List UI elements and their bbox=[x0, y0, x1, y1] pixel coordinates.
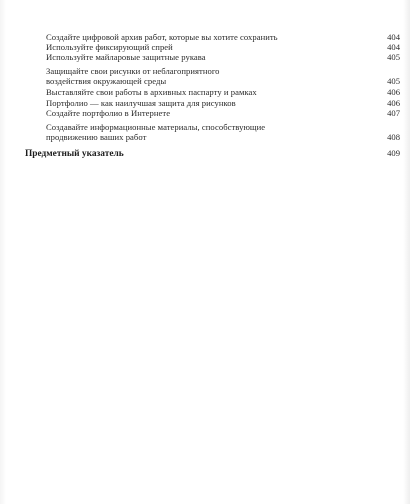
toc-entry-protect-drawings-line2: воздействия окружающей среды bbox=[46, 76, 167, 86]
toc-entry-archival-mats: Выставляйте свои работы в архивных паспарту и рамках bbox=[46, 87, 257, 97]
toc-entry-digital-archive: Создайте цифровой архив работ, которые вы хотите сохранить bbox=[46, 32, 278, 42]
toc-entry-promo-materials-line2: продвижению ваших работ bbox=[46, 132, 147, 142]
toc-page-number: 406 bbox=[387, 98, 400, 108]
toc-entry-mylar-sleeves: Используйте майларовые защитные рукава bbox=[46, 52, 206, 62]
toc-page-number: 407 bbox=[387, 108, 400, 118]
toc-page-number: 409 bbox=[387, 148, 400, 158]
toc-page-number: 404 bbox=[387, 42, 400, 52]
toc-page-number: 404 bbox=[387, 32, 400, 42]
toc-entry-protect-drawings-line1: Защищайте свои рисунки от неблагоприятного bbox=[46, 66, 220, 76]
toc-entry-online-portfolio: Создайте портфолио в Интернете bbox=[46, 108, 171, 118]
toc-page-number: 405 bbox=[387, 52, 400, 62]
toc-page-number: 408 bbox=[387, 132, 400, 142]
toc-entry-portfolio-protection: Портфолио — как наилучшая защита для рисунков bbox=[46, 98, 236, 108]
toc-entry-fixative-spray: Используйте фиксирующий спрей bbox=[46, 42, 173, 52]
toc-page-number: 406 bbox=[387, 87, 400, 97]
toc-section-subject-index: Предметный указатель bbox=[25, 149, 124, 159]
toc-entry-promo-materials-line1: Создавайте информационные материалы, способствующие bbox=[46, 122, 266, 132]
toc-page-number: 405 bbox=[387, 76, 400, 86]
